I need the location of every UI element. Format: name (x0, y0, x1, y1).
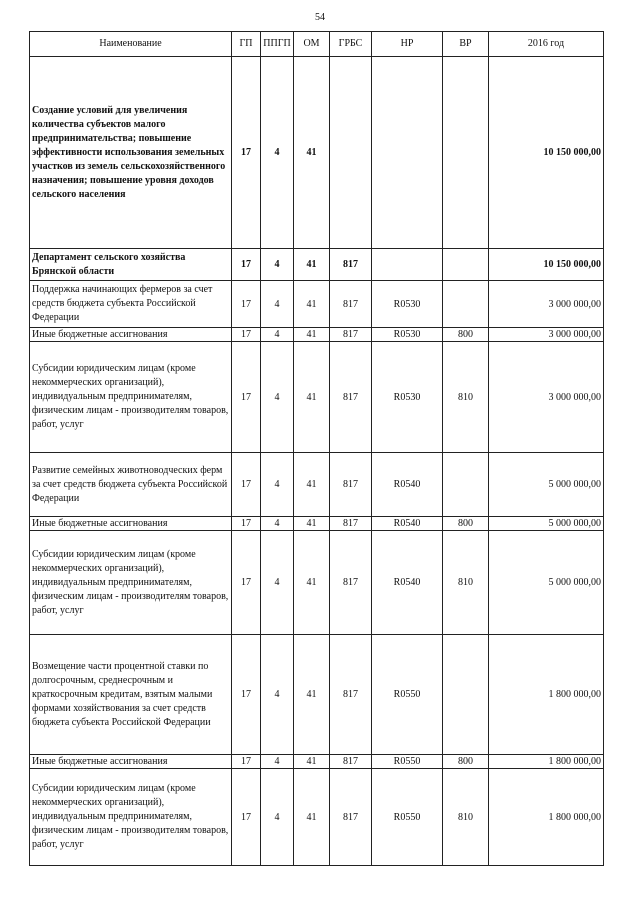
row-name: Субсидии юридическим лицам (кроме некоммерческих организаций), индивидуальным предпринимателям, физическим лицам - производителям товаров, работ, услуг (30, 769, 232, 866)
row-amount: 10 150 000,00 (489, 57, 604, 249)
header-vr: ВР (443, 32, 489, 57)
row-nr: R0540 (372, 453, 443, 517)
row-nr: R0530 (372, 342, 443, 453)
row-amount: 5 000 000,00 (489, 453, 604, 517)
row-vr (443, 453, 489, 517)
row-gp: 17 (232, 342, 261, 453)
row-gp: 17 (232, 249, 261, 281)
header-om: ОМ (294, 32, 330, 57)
row-om: 41 (294, 281, 330, 328)
row-name: Развитие семейных животноводческих ферм за счет средств бюджета субъекта Российской Федерации (30, 453, 232, 517)
row-vr (443, 635, 489, 755)
row-name: Создание условий для увеличения количества субъектов малого предпринимательства; повышение эффективности использования земельных участков из земель сельскохозяйственного назначения; повышение уровня доходов сельского населения (30, 57, 232, 249)
header-nr: НР (372, 32, 443, 57)
row-ppgp: 4 (261, 328, 294, 342)
budget-table (29, 31, 604, 866)
header-ppgp: ППГП (261, 32, 294, 57)
row-grbs (330, 57, 372, 249)
row-name: Иные бюджетные ассигнования (30, 755, 232, 769)
row-ppgp: 4 (261, 342, 294, 453)
header-grbs: ГРБС (330, 32, 372, 57)
table-row (30, 635, 604, 755)
row-vr (443, 281, 489, 328)
header-gp: ГП (232, 32, 261, 57)
row-nr: R0540 (372, 531, 443, 635)
row-om: 41 (294, 328, 330, 342)
row-ppgp: 4 (261, 453, 294, 517)
row-amount: 1 800 000,00 (489, 755, 604, 769)
row-name: Возмещение части процентной ставки по долгосрочным, среднесрочным и краткосрочным кредитам, взятым малыми формами хозяйствования за счет средств бюджета субъекта Российской Федерации (30, 635, 232, 755)
table-row (30, 342, 604, 453)
table-row (30, 531, 604, 635)
row-vr (443, 249, 489, 281)
row-ppgp: 4 (261, 281, 294, 328)
table-row (30, 769, 604, 866)
row-om: 41 (294, 635, 330, 755)
row-amount: 1 800 000,00 (489, 635, 604, 755)
row-om: 41 (294, 517, 330, 531)
row-vr: 800 (443, 755, 489, 769)
page-number: 54 (315, 12, 325, 23)
row-om: 41 (294, 453, 330, 517)
row-vr: 810 (443, 342, 489, 453)
header-name: Наименование (30, 32, 232, 57)
row-gp: 17 (232, 755, 261, 769)
row-om: 41 (294, 249, 330, 281)
row-grbs: 817 (330, 755, 372, 769)
row-ppgp: 4 (261, 531, 294, 635)
row-grbs: 817 (330, 517, 372, 531)
row-om: 41 (294, 755, 330, 769)
row-grbs: 817 (330, 453, 372, 517)
table-row (30, 517, 604, 531)
row-nr: R0530 (372, 328, 443, 342)
row-om: 41 (294, 57, 330, 249)
row-ppgp: 4 (261, 249, 294, 281)
row-nr (372, 57, 443, 249)
row-ppgp: 4 (261, 769, 294, 866)
row-om: 41 (294, 769, 330, 866)
table-row (30, 453, 604, 517)
row-nr: R0550 (372, 755, 443, 769)
row-grbs: 817 (330, 342, 372, 453)
row-vr: 800 (443, 517, 489, 531)
row-grbs: 817 (330, 281, 372, 328)
table-row (30, 328, 604, 342)
row-name: Субсидии юридическим лицам (кроме некоммерческих организаций), индивидуальным предпринимателям, физическим лицам - производителям товаров, работ, услуг (30, 342, 232, 453)
row-om: 41 (294, 531, 330, 635)
row-gp: 17 (232, 57, 261, 249)
row-amount: 5 000 000,00 (489, 531, 604, 635)
header-year: 2016 год (489, 32, 604, 57)
row-name: Иные бюджетные ассигнования (30, 328, 232, 342)
row-nr: R0550 (372, 635, 443, 755)
row-name: Субсидии юридическим лицам (кроме некоммерческих организаций), индивидуальным предпринимателям, физическим лицам - производителям товаров, работ, услуг (30, 531, 232, 635)
row-grbs: 817 (330, 769, 372, 866)
row-gp: 17 (232, 281, 261, 328)
row-vr: 810 (443, 531, 489, 635)
row-ppgp: 4 (261, 517, 294, 531)
row-amount: 3 000 000,00 (489, 342, 604, 453)
row-nr: R0550 (372, 769, 443, 866)
row-om: 41 (294, 342, 330, 453)
row-name: Поддержка начинающих фермеров за счет средств бюджета субъекта Российской Федерации (30, 281, 232, 328)
row-amount: 3 000 000,00 (489, 328, 604, 342)
row-name: Департамент сельского хозяйства Брянской области (30, 249, 232, 281)
row-gp: 17 (232, 531, 261, 635)
row-nr: R0530 (372, 281, 443, 328)
row-gp: 17 (232, 517, 261, 531)
row-vr: 800 (443, 328, 489, 342)
row-gp: 17 (232, 328, 261, 342)
table-row (30, 57, 604, 249)
row-grbs: 817 (330, 635, 372, 755)
row-gp: 17 (232, 769, 261, 866)
row-gp: 17 (232, 635, 261, 755)
header-row (30, 32, 604, 57)
row-ppgp: 4 (261, 755, 294, 769)
table-row (30, 249, 604, 281)
row-amount: 5 000 000,00 (489, 517, 604, 531)
row-nr: R0540 (372, 517, 443, 531)
row-vr: 810 (443, 769, 489, 866)
row-grbs: 817 (330, 249, 372, 281)
table-row (30, 281, 604, 328)
table-row (30, 755, 604, 769)
row-vr (443, 57, 489, 249)
row-name: Иные бюджетные ассигнования (30, 517, 232, 531)
row-nr (372, 249, 443, 281)
row-grbs: 817 (330, 328, 372, 342)
row-gp: 17 (232, 453, 261, 517)
row-amount: 3 000 000,00 (489, 281, 604, 328)
row-ppgp: 4 (261, 57, 294, 249)
row-grbs: 817 (330, 531, 372, 635)
row-ppgp: 4 (261, 635, 294, 755)
row-amount: 10 150 000,00 (489, 249, 604, 281)
row-amount: 1 800 000,00 (489, 769, 604, 866)
